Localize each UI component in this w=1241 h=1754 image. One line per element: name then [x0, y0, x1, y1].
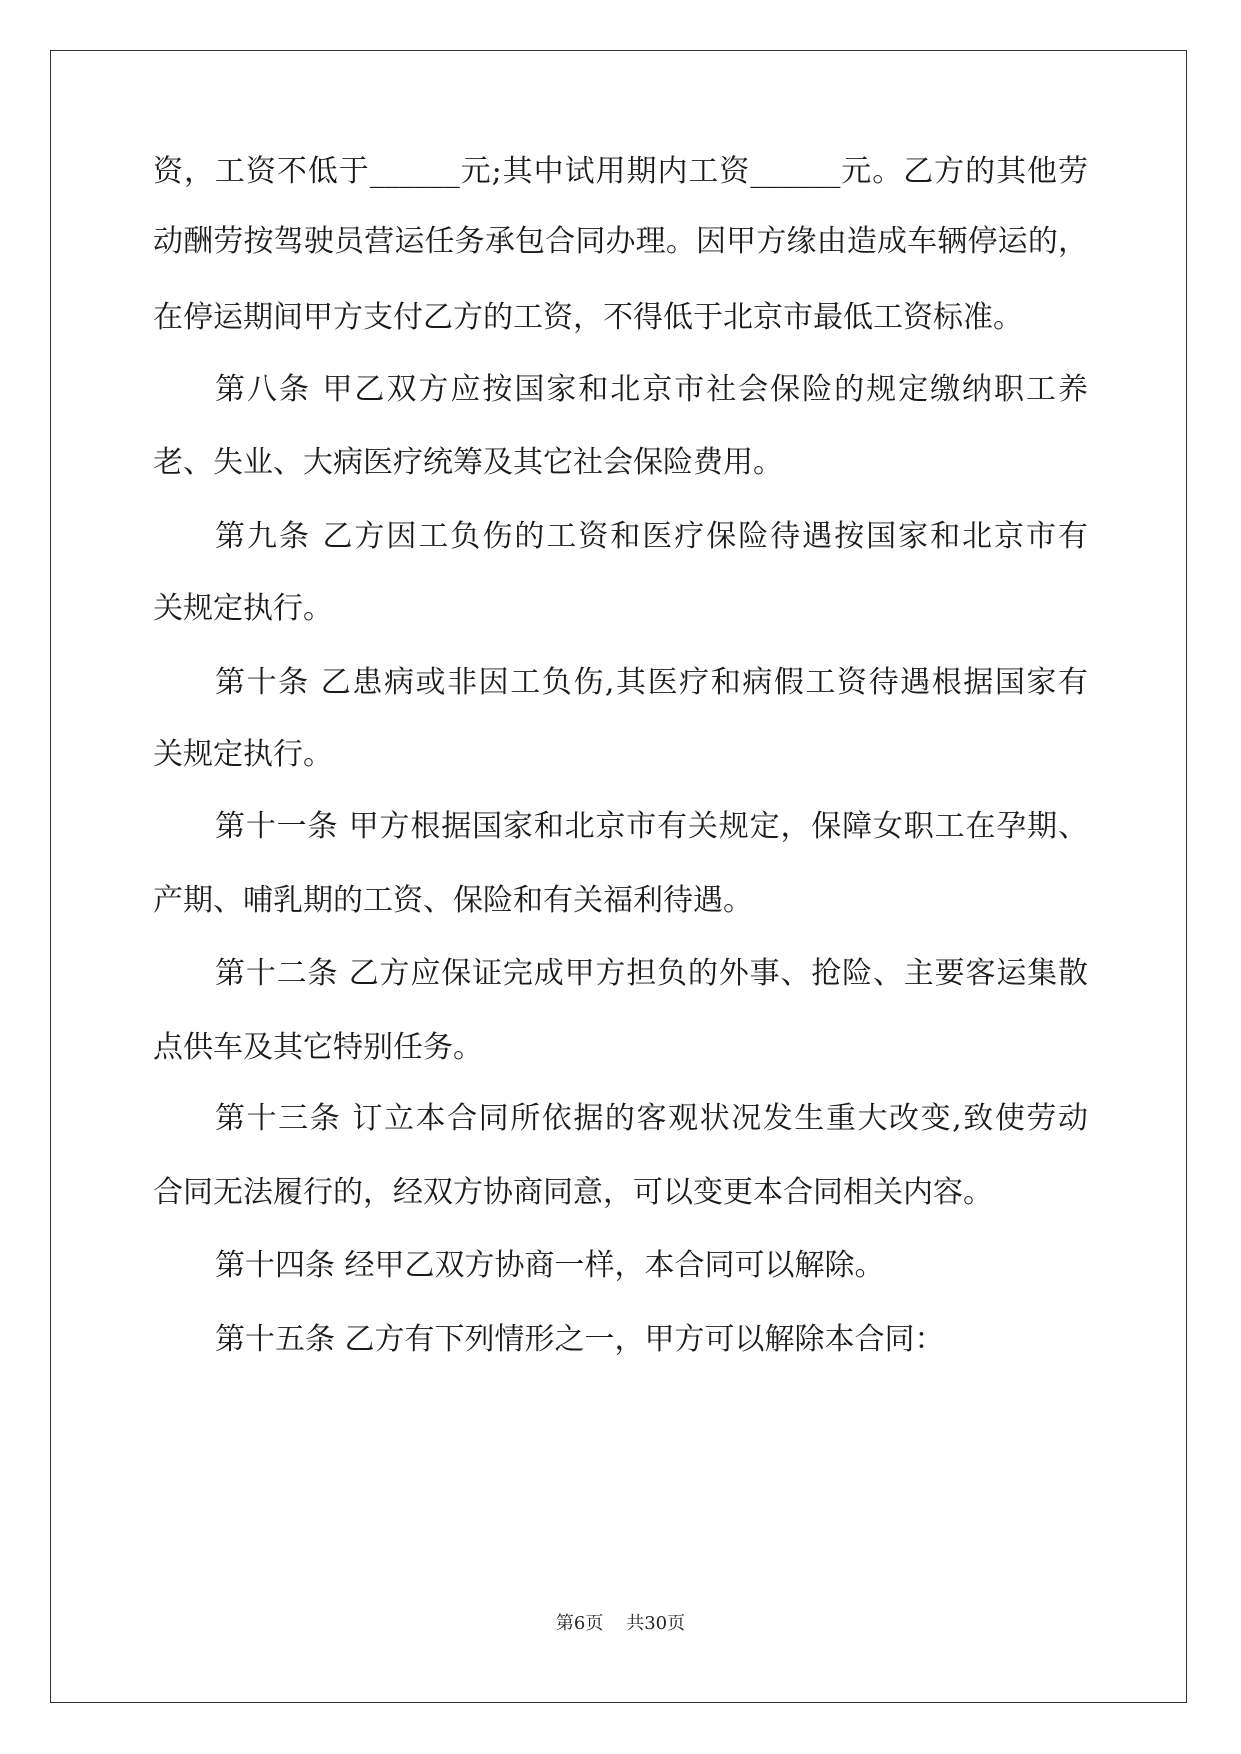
page-footer	[0, 1612, 1241, 1636]
text-line: 第十一条 甲方根据国家和北京市有关规定，保障女职工在孕期、	[215, 809, 1088, 844]
text-line: 第十二条 乙方应保证完成甲方担负的外事、抢险、主要客运集散	[215, 956, 1088, 991]
text-line: 第十五条 乙方有下列情形之一，甲方可以解除本合同：	[215, 1322, 945, 1357]
text-line: 动酬劳按驾驶员营运任务承包合同办理。因甲方缘由造成车辆停运的，	[153, 224, 1088, 259]
text-line: 第十条 乙患病或非因工负伤,其医疗和病假工资待遇根据国家有	[215, 665, 1088, 700]
page-number: 第6页	[555, 1613, 604, 1634]
text-line: 资，工资不低于______元;其中试用期内工资______元。乙方的其他劳	[153, 154, 1088, 189]
text-line: 第九条 乙方因工负伤的工资和医疗保险待遇按国家和北京市有	[215, 519, 1088, 554]
text-line: 第十四条 经甲乙双方协商一样，本合同可以解除。	[215, 1248, 885, 1283]
text-line: 老、失业、大病医疗统筹及其它社会保险费用。	[153, 445, 783, 480]
text-line: 点供车及其它特别任务。	[153, 1030, 483, 1065]
text-line: 产期、哺乳期的工资、保险和有关福利待遇。	[153, 883, 753, 918]
text-line: 第十三条 订立本合同所依据的客观状况发生重大改变,致使劳动	[215, 1101, 1088, 1136]
text-line: 合同无法履行的，经双方协商同意，可以变更本合同相关内容。	[153, 1175, 993, 1210]
text-line: 第八条 甲乙双方应按国家和北京市社会保险的规定缴纳职工养	[215, 372, 1088, 407]
text-line: 关规定执行。	[153, 737, 333, 772]
page-total: 共30页	[626, 1613, 686, 1634]
text-line: 关规定执行。	[153, 591, 333, 626]
text-line: 在停运期间甲方支付乙方的工资，不得低于北京市最低工资标准。	[153, 300, 1023, 335]
